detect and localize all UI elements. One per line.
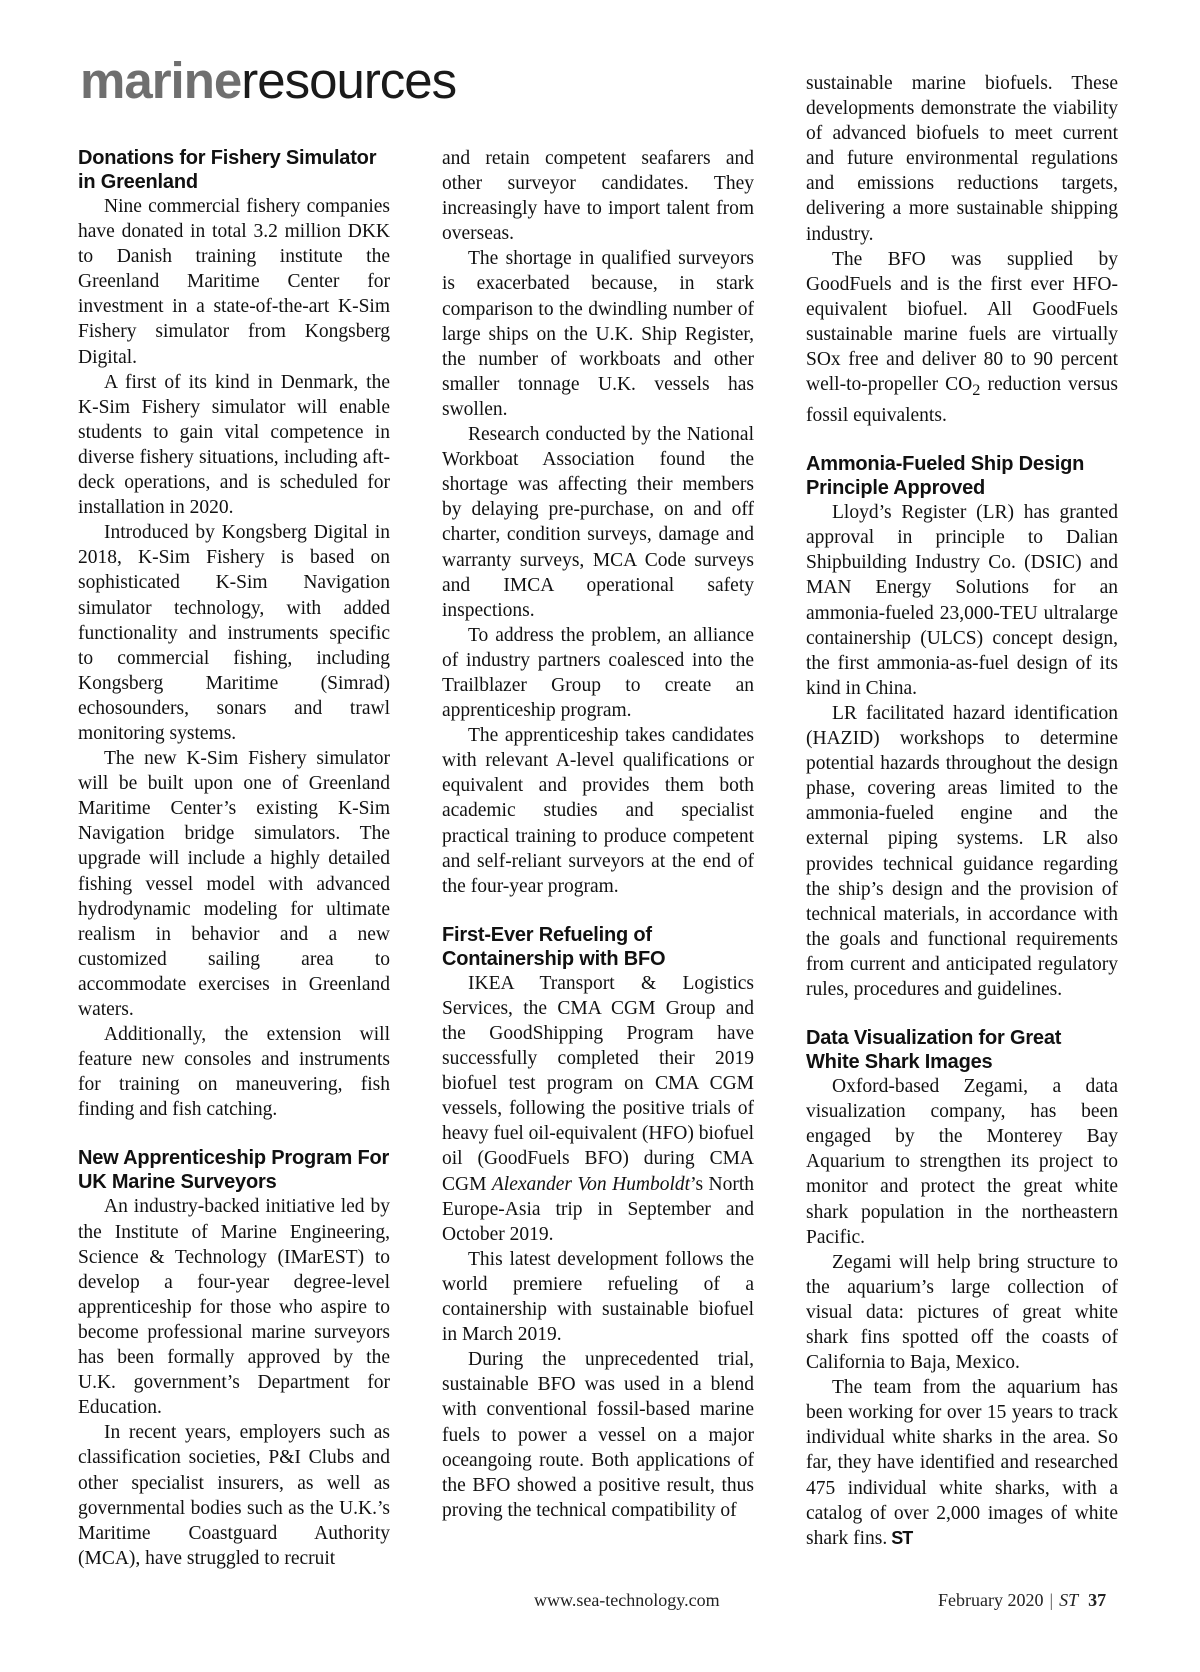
article-paragraph: Nine commercial fishery companies have donated in total 3.2 million DKK to Danish training institute the Greenland Maritime Center for investment in a state-of-the-art K-Sim Fishery simulator from Kongsberg Digital.: [78, 196, 390, 368]
article-paragraph: [806, 1375, 1118, 1551]
ship-name: Alexander Von Humboldt: [491, 1173, 691, 1195]
article-paragraph: The shortage in qualified surveyors is exacerbated because, in stark comparison to the dwindling number of large ships on the U.K. Ship Register, the number of workboats and other smaller tonnage U.K. vessels has swollen.: [442, 248, 754, 420]
article-paragraph: During the unprecedented trial, sustainable BFO was used in a blend with conventional fossil-based marine fuels to power a vessel on a major oceangoing route. Both applications of the BFO showed a positive result, thus proving the technical compatibility of: [442, 1349, 754, 1521]
article-headline: Ammonia-Fueled Ship Design Principle Approved: [806, 453, 1085, 500]
paragraph-text: IKEA Transport & Logistics Services, the CMA CGM Group and the GoodShipping Program have successfully completed their 2019 biofuel test program on CMA CGM vessels, following the positive trials of heavy fuel oil-equivalent (HFO) biofuel oil (GoodFuels BFO) during CMA CGM: [442, 972, 754, 1195]
article-paragraph: The apprenticeship takes candidates with relevant A-level qualifications or equivalent and provides them both academic studies and specialist practical training to produce competent and self-reliant surveyors at the end of the four-year program.: [442, 725, 754, 897]
footer-separator: |: [1049, 1590, 1054, 1610]
article-paragraph: Lloyd’s Register (LR) has granted approval in principle to Dalian Shipbuilding Industry Co. (DSIC) and MAN Energy Solutions for an ammonia-fueled 23,000-TEU ultralarge containership (ULCS) concept design, the first ammonia-as-fuel design of its kind in China.: [806, 502, 1118, 699]
article-headline: First-Ever Refueling of Containership with BFO: [442, 923, 666, 970]
article-paragraph: Introduced by Kongsberg Digital in 2018, K-Sim Fishery is based on sophisticated K-Sim Navigation simulator technology, with added functionality and instruments specific to commercial fishing, including Kongsberg Maritime (Simrad) echosounders, sonars and trawl monitoring systems.: [78, 522, 390, 744]
article-paragraph: A first of its kind in Denmark, the K-Sim Fishery simulator will enable students to gain vital competence in diverse fishery situations, including aft-deck operations, and is scheduled for installation in 2020.: [78, 371, 390, 519]
section-title-light: resources: [241, 52, 457, 109]
paragraph-text: ’s North Europe-Asia trip in September and October 2019.: [442, 1173, 754, 1245]
footer-folio: [938, 1588, 1106, 1612]
section-title: [80, 52, 456, 110]
article-paragraph: Zegami will help bring structure to the aquarium’s large collection of visual data: pictures of great white shark fins spotted off the coasts of California to Baja, Mexico.: [806, 1251, 1118, 1374]
column-2: [442, 146, 754, 1523]
article-paragraph: An industry-backed initiative led by the Institute of Marine Engineering, Science & Technology (IMarEST) to develop a four-year degree-level apprenticeship for those who aspire to become professional marine surveyors has been formally approved by the U.K. government’s Department for Education.: [78, 1196, 390, 1419]
article-headline: Data Visualization for Great White Shark Images: [806, 1027, 1062, 1074]
article-paragraph: Research conducted by the National Workboat Association found the shortage was affecting their members by delaying pre-purchase, on and off charter, condition surveys, damage and warranty surveys, MCA Code surveys and IMCA operational safety inspections.: [442, 424, 754, 621]
article-headline: New Apprenticeship Program For UK Marine Surveyors: [78, 1147, 390, 1194]
subscript: 2: [972, 381, 981, 400]
article-paragraph: Additionally, the extension will feature new consoles and instruments for training on maneuvering, fish finding and fish catching.: [78, 1024, 390, 1121]
end-mark: ST: [891, 1527, 913, 1548]
column-3: [806, 71, 1118, 1551]
paragraph-text: The BFO was supplied by GoodFuels and is the first ever HFO-equivalent biofuel. All GoodFuels sustainable marine fuels are virtually SOx free and deliver 80 to 90 percent well-to-propeller CO: [806, 248, 1118, 396]
article-paragraph: Oxford-based Zegami, a data visualization company, has been engaged by the Monterey Bay Aquarium to strengthen its project to monitor and protect the great white shark population in the northeastern Pacific.: [806, 1076, 1118, 1248]
paragraph-text: reduction versus fossil equivalents.: [806, 374, 1119, 427]
article-headline: Donations for Fishery Simulator in Greenland: [78, 147, 377, 193]
article-paragraph: To address the problem, an alliance of industry partners coalesced into the Trailblazer Group to create an apprenticeship program.: [442, 624, 754, 722]
article-paragraph: LR facilitated hazard identification (HAZID) workshops to determine potential hazards throughout the design phase, covering areas limited to the ammonia-fueled engine and the external piping systems. LR also provides technical guidance regarding the ship’s design and the provision of technical materials, in accordance with the goals and functional requirements from current and anticipated regulatory rules, procedures and guidelines.: [806, 702, 1118, 1000]
article-paragraph: In recent years, employers such as classification societies, P&I Clubs and other specialist insurers, as well as governmental bodies such as the U.K.’s Maritime Coastguard Authority (MCA), have struggled to recruit: [78, 1422, 390, 1569]
article-paragraph: This latest development follows the world premiere refueling of a containership with sustainable biofuel in March 2019.: [442, 1248, 754, 1346]
article-paragraph: The new K-Sim Fishery simulator will be built upon one of Greenland Maritime Center’s existing K-Sim Navigation bridge simulators. The upgrade will include a highly detailed fishing vessel model with advanced hydrodynamic modeling for ultimate realism in behavior and a new customized sailing area to accommodate exercises in Greenland waters.: [78, 748, 390, 1020]
footer-date: February 2020: [938, 1590, 1044, 1610]
paragraph-text: The team from the aquarium has been working for over 15 years to track individual white sharks in the area. So far, they have identified and researched 475 individual white sharks, with a catalog of over 2,000 images of white shark fins.: [806, 1377, 1118, 1549]
page-number: 37: [1088, 1590, 1107, 1610]
article-paragraph: sustainable marine biofuels. These developments demonstrate the viability of advanced biofuels to meet current and future environmental regulations and emissions reductions targets, delivering a more sustainable shipping industry.: [806, 73, 1118, 245]
article-paragraph: and retain competent seafarers and other surveyor candidates. They increasingly have to import talent from overseas.: [442, 148, 754, 245]
column-1: [78, 146, 390, 1571]
footer-publication: ST: [1059, 1590, 1079, 1610]
section-title-bold: marine: [80, 52, 242, 109]
article-paragraph: [442, 971, 754, 1247]
footer-url[interactable]: www.sea-technology.com: [534, 1590, 720, 1610]
article-paragraph: [806, 247, 1118, 429]
